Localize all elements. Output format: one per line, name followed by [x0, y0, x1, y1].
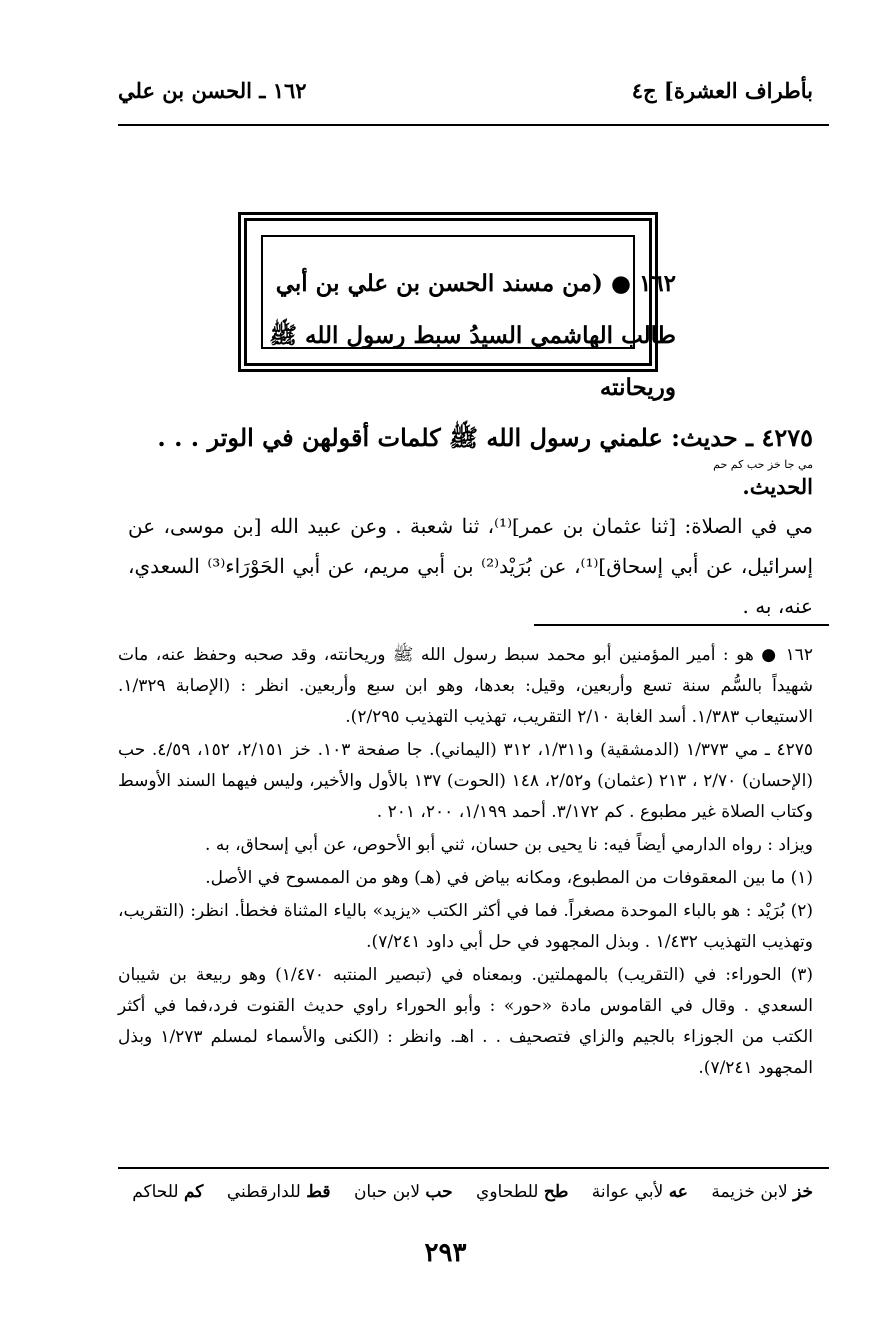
section-heading	[262, 258, 676, 414]
hadith-title: ٤٢٧٥ ـ حديث: علمني رسول الله ﷺ كلمات أقولهن في الوتر . . .	[157, 423, 813, 452]
abbr-item: عه لأبي عوانة	[591, 1182, 688, 1202]
notes-section	[118, 640, 813, 1086]
running-head	[118, 78, 813, 112]
abbr-item: قط للدارقطني	[226, 1182, 331, 1202]
running-head-book-title: بأطراف العشرة] ج٤	[631, 78, 813, 103]
abbr-item: خز لابن خزيمة	[711, 1182, 813, 1202]
section-heading-line-2: طالب الهاشمي السيدُ سبط رسول الله ﷺ وريحانته	[269, 322, 676, 401]
header-rule	[118, 124, 829, 126]
abbreviations-separator	[118, 1167, 829, 1169]
hadith-sigla: مي جا خز حب كم حم	[713, 458, 813, 471]
footnote-2: (٢) بُرَيْد : هو بالباء الموحدة مصغراً. فما في أكثر الكتب «يزيد» بالياء المثناة فخطأ. انظر: (التقريب، وتهذيب التهذيب ١/٤٣٢ . وبذل المجهود في حل أبي داود ٧/٢٤١).	[118, 901, 813, 952]
note-addition: ويزاد : رواه الدارمي أيضاً فيه: نا يحيى بن حسان، ثني أبو الأحوص، عن أبي إسحاق، به .	[205, 835, 813, 855]
note-sources: ٤٢٧٥ ـ مي ١/٣٧٣ (الدمشقية) و١/٣١١، ٣١٢ (اليماني). جا صفحة ١٠٣. خز ٢/١٥١، ١٥٢، ٤/٥٩. حب (الإحسان) ٢/٧٠ ، ٢١٣ (عثمان) و٢/٥٢، ١٤٨ (الحوت) ١٣٧ بالأول والأخير، وليس فيهما السند الأوسط وكتاب الصلاة غير مطبوع . كم ٣/١٧٢. أحمد ١/١٩٩، ٢٠٠، ٢٠١ .	[118, 740, 814, 822]
notes-separator	[534, 624, 829, 626]
abbr-item: كم للحاكم	[132, 1182, 204, 1202]
section-heading-line-1: ١٦٢ ● (من مسند الحسن بن علي بن أبي	[275, 270, 676, 297]
abbr-item: طح للطحاوي	[476, 1182, 569, 1202]
note-narrator: ١٦٢ ● هو : أمير المؤمنين أبو محمد سبط رسول الله ﷺ وريحانته، وقد صحبه وحفظ عنه، مات شهيداً بالسُّم سنة تسع وأربعين، وقيل: بعدها، وهو ابن سبع وأربعين. انظر : (الإصابة ١/٣٢٩. الاستيعاب ١/٣٨٣. أسد الغابة ٢/١٠ التقريب، تهذيب التهذيب ٢/٢٩٥).	[118, 645, 813, 727]
abbreviations-legend	[118, 1182, 813, 1202]
page-number: ٢٩٣	[424, 1238, 467, 1268]
footnote-3: (٣) الحوراء: في (التقريب) بالمهملتين. وبمعناه في (تبصير المنتبه ١/٤٧٠) وهو ربيعة بن شيبان السعدي . وقال في القاموس مادة «حور» : وأبو الحوراء راوي حديث القنوت فرد،فما في أكثر الكتب من الجوزاء بالجيم والزاي فتصحيف . . اهـ. وانظر : (الكنى والأسماء لمسلم ١/٢٧٣ وبذل المجهود ٧/٢٤١).	[118, 965, 814, 1078]
abbr-item: حب لابن حبان	[353, 1182, 453, 1202]
hadith-chain: مي في الصلاة: [ثنا عثمان بن عمر]⁽¹⁾، ثنا شعبة . وعن عبيد الله [بن موسى، عن إسرائيل، عن أبي إسحاق]⁽¹⁾، عن بُرَيْد⁽²⁾ بن أبي مريم، عن أبي الحَوْرَاء⁽³⁾ السعدي، عنه، به .	[128, 514, 813, 618]
hadith-entry	[128, 418, 813, 626]
running-head-chapter: ١٦٢ ـ الحسن بن علي	[118, 78, 307, 103]
hadith-title-end: الحديث.	[742, 474, 813, 499]
footnote-1: (١) ما بين المعقوفات من المطبوع، ومكانه بياض في (هـ) وهو من الممسوح في الأصل.	[205, 868, 813, 888]
